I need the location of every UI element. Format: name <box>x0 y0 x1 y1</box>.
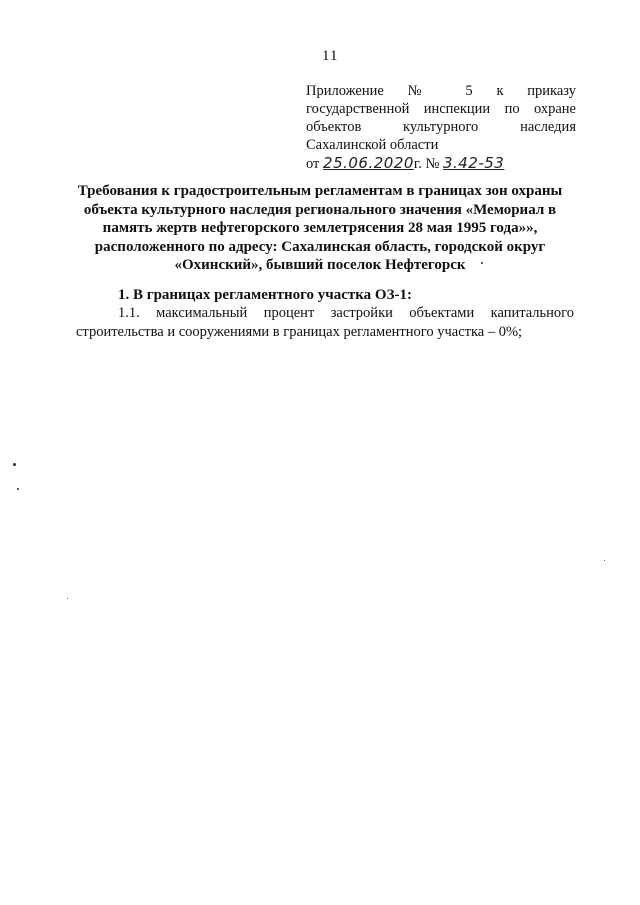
appendix-header <box>306 82 576 173</box>
appendix-line-4: Сахалинской области <box>306 137 439 153</box>
requirement-line-2: строительства и сооружениями в границах регламентного участка – 0%; <box>76 324 523 340</box>
date-prefix: от <box>306 156 320 172</box>
requirement-paragraph <box>76 304 574 342</box>
scan-speck <box>481 262 483 264</box>
appendix-line-2: государственной инспекции по охране <box>306 101 576 117</box>
title-line-1: Требования к градостроительным регламентам в границах зон охраны <box>77 183 563 199</box>
appendix-date-line <box>306 154 576 173</box>
handwritten-date: 25.06.2020 <box>323 154 414 172</box>
page-number: 11 <box>322 48 339 64</box>
section-heading: 1. В границах регламентного участка ОЗ-1: <box>118 287 412 303</box>
scan-speck <box>17 488 19 490</box>
appendix-line-1: Приложение № 5 к приказу <box>306 83 576 99</box>
title-line-2: объекта культурного наследия регионального значения «Мемориал в <box>83 201 557 218</box>
date-suffix: г. № <box>413 156 440 172</box>
scan-speck <box>13 463 16 466</box>
appendix-line-3: объектов культурного наследия <box>306 119 576 135</box>
document-title <box>70 182 570 275</box>
requirement-line-1: 1.1. максимальный процент застройки объектами капитального <box>118 305 574 321</box>
scan-speck <box>604 560 605 561</box>
scan-speck <box>67 598 68 599</box>
title-line-4: расположенного по адресу: Сахалинская область, городской округ <box>94 238 546 255</box>
title-line-5: «Охинский», бывший поселок Нефтегорск <box>174 257 466 273</box>
handwritten-order-number: 3.42-53 <box>442 154 505 172</box>
title-line-3: память жертв нефтегорского землетрясения 28 мая 1995 года»», <box>102 220 538 236</box>
